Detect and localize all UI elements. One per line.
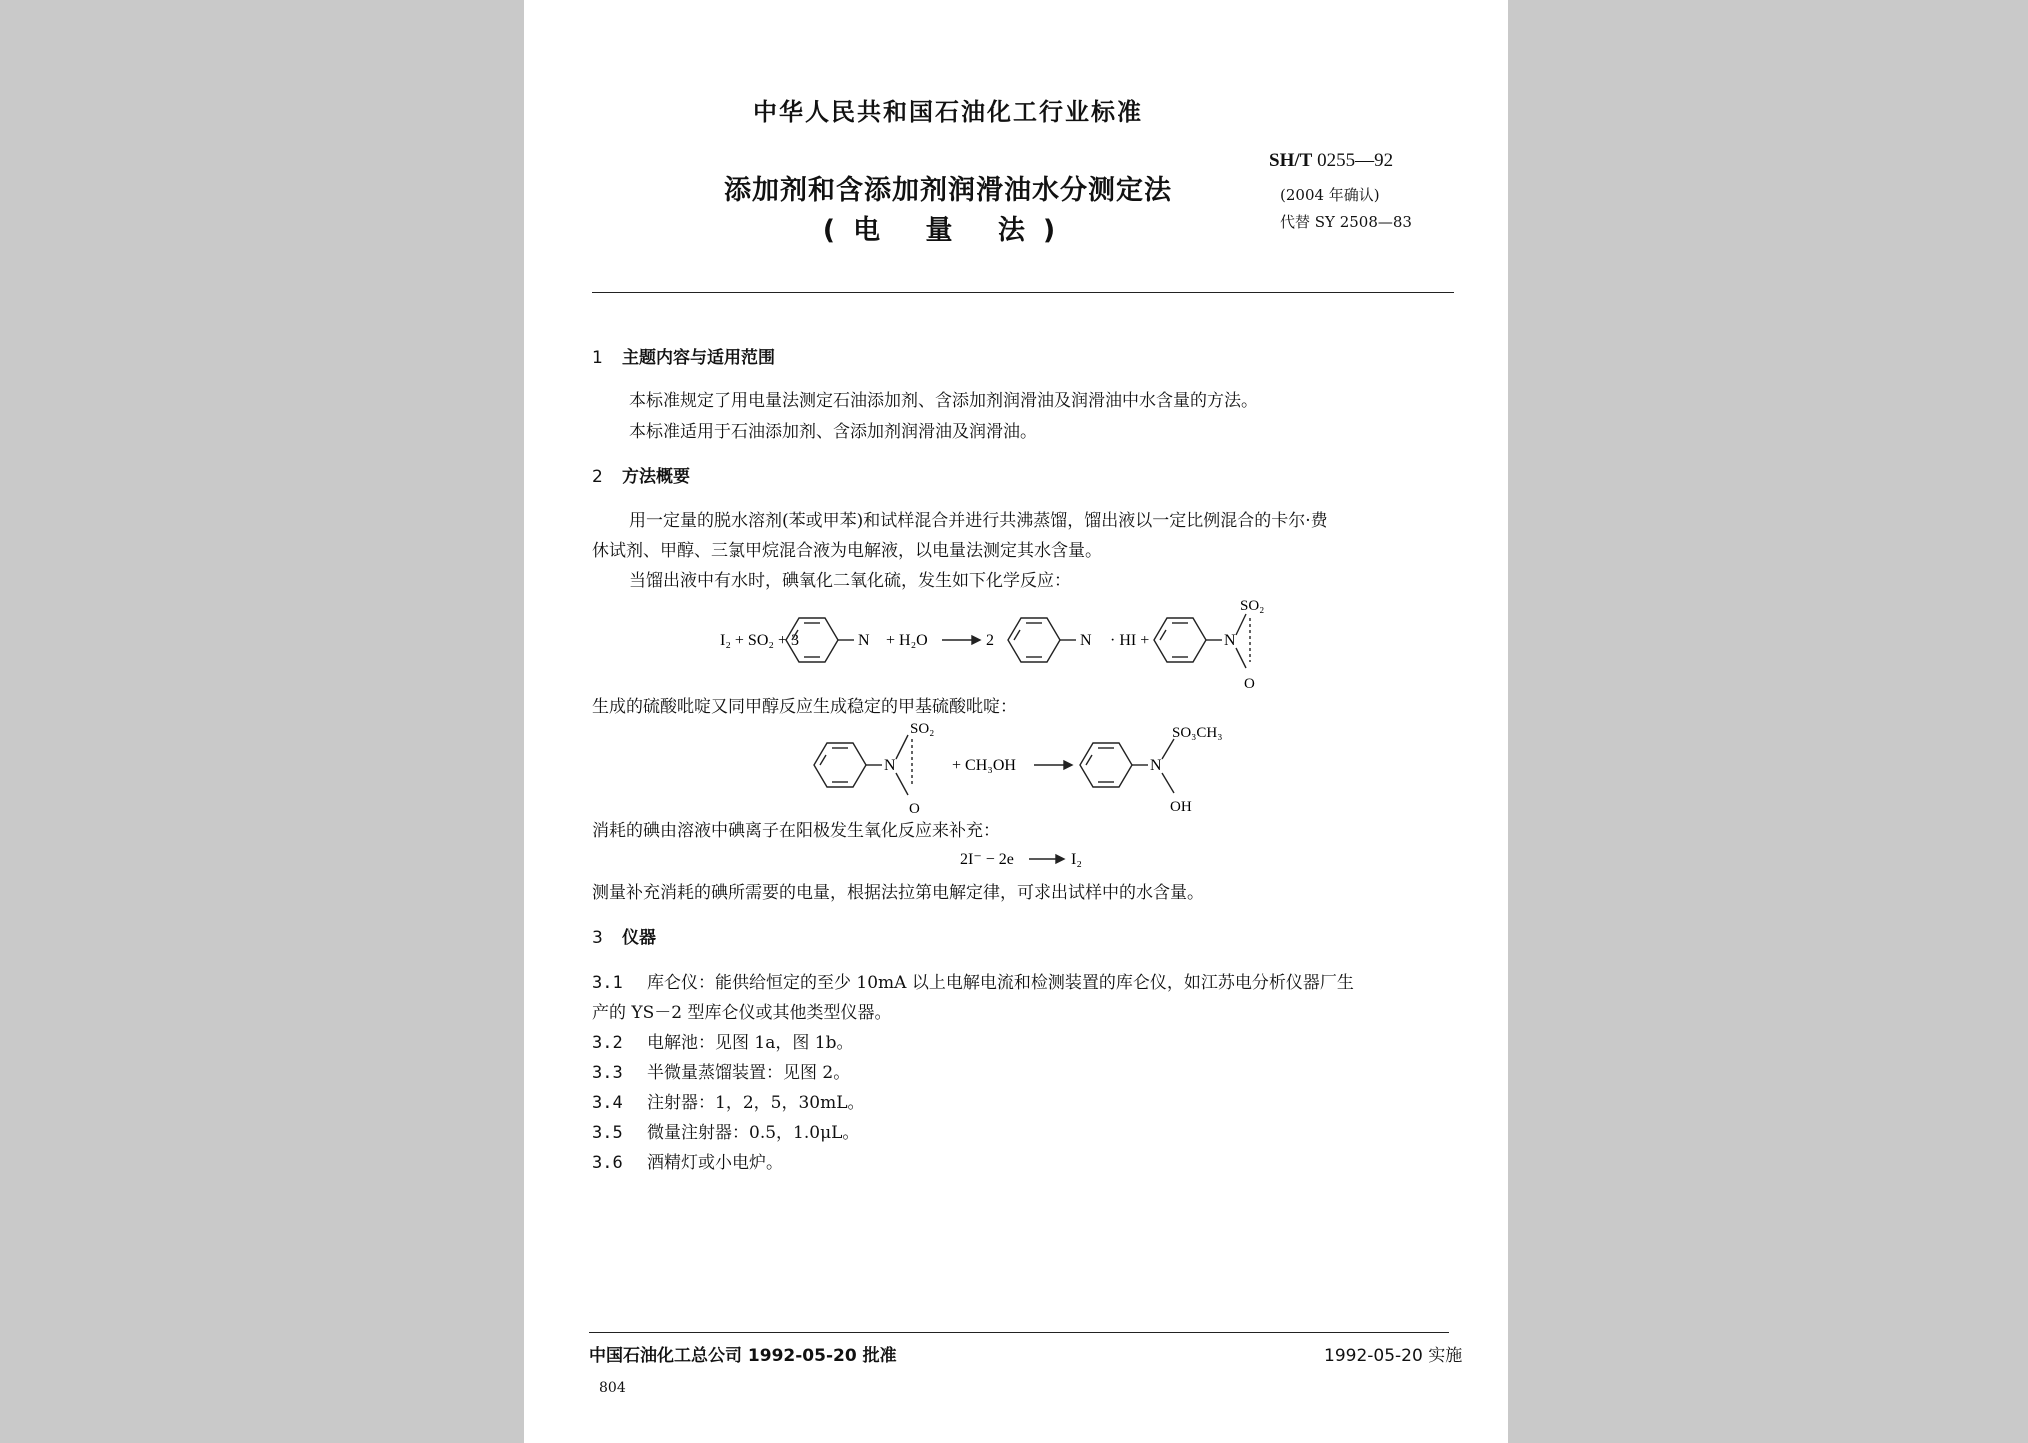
code-prefix: SH/T <box>1269 150 1313 171</box>
section-2-para-4: 消耗的碘由溶液中碘离子在阳极发生氧化反应来补充： <box>592 821 1000 841</box>
document-page <box>524 0 1508 1443</box>
eq3-iodine: I₂ <box>1071 851 1082 868</box>
benzene-ring-2 <box>1008 618 1076 662</box>
confirmed-year: (2004 年确认) <box>1280 186 1380 204</box>
implementation-date: 1992-05-20 实施 <box>1324 1346 1463 1366</box>
section-1-para-2: 本标准适用于石油添加剂、含添加剂润滑油及润滑油。 <box>629 422 1037 442</box>
eq1-reactants: I₂ + SO₂ + 3 <box>720 632 799 649</box>
instrument-item-6: 3.6 酒精灯或小电炉。 <box>592 1153 783 1173</box>
footer-divider <box>589 1332 1449 1333</box>
section-2-heading: 2 方法概要 <box>592 467 690 487</box>
eq3-iodide-oxidation: 2I⁻ − 2e <box>960 851 1014 868</box>
section-2-para-5: 测量补充消耗的碘所需要的电量，根据法拉第电解定律，可求出试样中的水含量。 <box>592 883 1204 903</box>
section-2-para-3: 生成的硫酸吡啶又同甲醇反应生成稳定的甲基硫酸吡啶： <box>592 697 1017 717</box>
eq2-sulfur-dioxide: SO₂ <box>910 721 935 737</box>
eq2-hydroxyl: OH <box>1170 799 1192 815</box>
eq1-coefficient-2: 2 <box>986 632 994 649</box>
code-number: 0255—92 <box>1317 150 1394 171</box>
section-2-para-2: 当馏出液中有水时，碘氧化二氧化硫，发生如下化学反应： <box>629 571 1071 591</box>
eq1-sulfur-dioxide: SO₂ <box>1240 598 1265 614</box>
instrument-item-1: 3.1 库仑仪：能供给恒定的至少 10mA 以上电解电流和检测装置的库仑仪，如江苏电分析仪器厂生 <box>592 973 1354 993</box>
eq1-nitrogen-2: N <box>1080 632 1092 649</box>
eq2-nitrogen-1: N <box>884 757 896 774</box>
document-title: 添加剂和含添加剂润滑油水分测定法 <box>724 175 1172 206</box>
eq2-methanol: + CH₃OH <box>952 757 1016 774</box>
reaction-equation-2 <box>524 715 1508 815</box>
standard-org: 中华人民共和国石油化工行业标准 <box>753 98 1143 126</box>
benzene-ring-4 <box>814 735 912 795</box>
reaction-equation-3 <box>524 842 1508 872</box>
section-1-heading: 1 主题内容与适用范围 <box>592 348 775 368</box>
page-number: 804 <box>599 1380 626 1396</box>
section-1-para-1: 本标准规定了用电量法测定石油添加剂、含添加剂润滑油及润滑油中水含量的方法。 <box>629 391 1258 411</box>
reaction-arrow-1 <box>942 636 980 644</box>
benzene-ring-3 <box>1154 614 1250 668</box>
eq1-hydroiodide: · HI + <box>1110 632 1150 649</box>
eq1-nitrogen-3: N <box>1224 632 1236 649</box>
instrument-item-5: 3.5 微量注射器：0.5，1.0μL。 <box>592 1123 860 1143</box>
eq2-nitrogen-2: N <box>1150 757 1162 774</box>
eq1-oxygen: O <box>1244 676 1255 690</box>
eq1-nitrogen-1: N <box>858 632 870 649</box>
eq2-oxygen: O <box>909 801 920 815</box>
eq1-water: + H₂O <box>886 632 928 649</box>
header-divider <box>592 292 1454 293</box>
reaction-arrow-2 <box>1034 761 1072 769</box>
approval-note: 中国石油化工总公司 1992-05-20 批准 <box>589 1346 897 1366</box>
replaces-standard: 代替 SY 2508—83 <box>1280 213 1412 231</box>
section-2-para-1a: 用一定量的脱水溶剂(苯或甲苯)和试样混合并进行共沸蒸馏，馏出液以一定比例混合的卡尔·费 <box>629 511 1328 531</box>
section-2-para-1b: 休试剂、甲醇、三氯甲烷混合液为电解液，以电量法测定其水含量。 <box>592 541 1102 561</box>
reaction-arrow-3 <box>1029 855 1064 863</box>
reaction-equation-1 <box>524 590 1508 690</box>
document-subtitle: (电 量 法) <box>822 215 1074 246</box>
eq2-methyl-sulfate: SO₃CH₃ <box>1172 725 1223 741</box>
standard-code <box>1269 150 1393 172</box>
section-3-heading: 3 仪器 <box>592 928 656 948</box>
instrument-item-3: 3.3 半微量蒸馏装置：见图 2。 <box>592 1063 851 1083</box>
instrument-item-2: 3.2 电解池：见图 1a，图 1b。 <box>592 1033 854 1053</box>
instrument-item-1-cont: 产的 YS－2 型库仑仪或其他类型仪器。 <box>592 1003 892 1023</box>
instrument-item-4: 3.4 注射器：1，2，5，30mL。 <box>592 1093 865 1113</box>
